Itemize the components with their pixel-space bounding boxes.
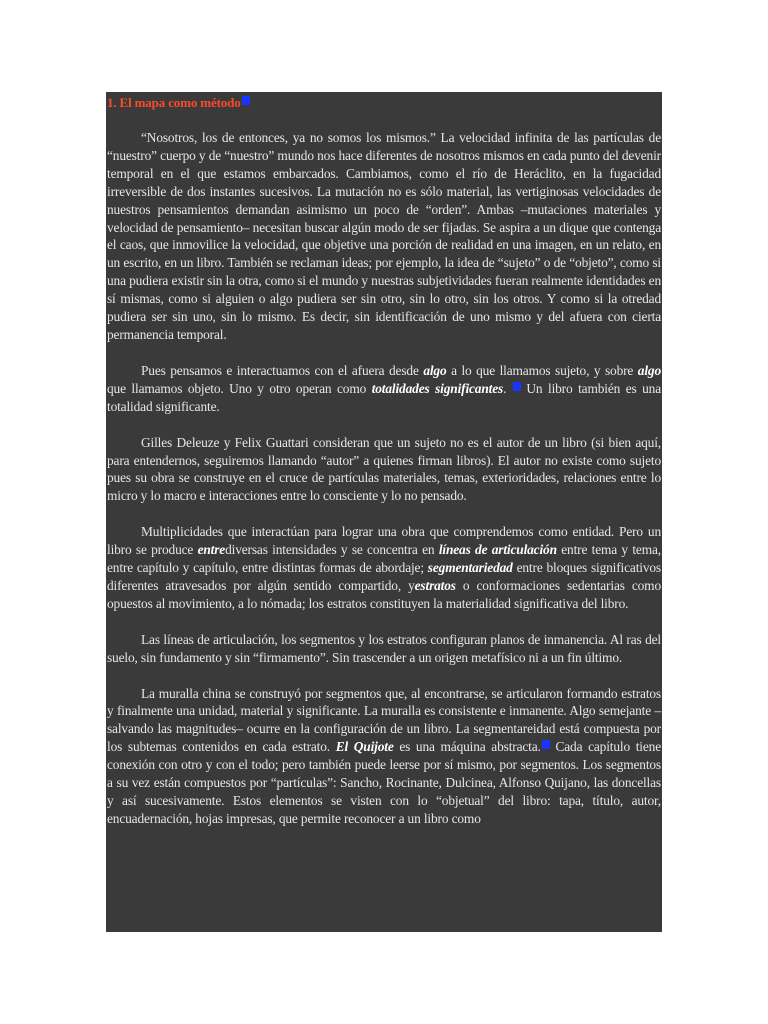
emphasis-text: algo xyxy=(637,362,662,378)
paragraph-4 xyxy=(107,523,661,613)
emphasis-text: entre xyxy=(197,542,226,558)
paragraph-text: Pues pensamos e interactuamos con el afuera desde xyxy=(141,362,424,378)
paragraph-1 xyxy=(107,129,661,344)
paragraph-text: entre bloques significativos diferentes atravesados por algún sentido compartido, y xyxy=(107,560,661,593)
paragraph-text: Gilles Deleuze y Felix Guattari consideran que un sujeto no es el autor de un libro (si bien aquí, para entendernos, seguiremos llamando “autor” a quienes firman libros). El autor no existe como sujeto pues su obra se construye en el cruce de partículas materiales, temas, exterioridades, relaciones entre lo micro y lo macro e interacciones entre lo consciente y lo no pensado. xyxy=(107,434,661,504)
emphasis-text: El Quijote xyxy=(335,739,394,755)
paragraph-text: Multiplicidades que interactúan para lograr una obra que comprendemos como entidad. Pero un libro se produce xyxy=(107,524,661,558)
paragraph-text: a lo que llamamos sujeto, y sobre xyxy=(446,362,638,378)
paragraph-text: entre tema y tema, entre capítulo y capítulo, entre distintas formas de abordaje; xyxy=(107,542,661,576)
footnote-marker-icon[interactable] xyxy=(513,382,521,391)
paragraph-6 xyxy=(107,685,661,828)
paragraph-3 xyxy=(107,434,661,506)
document-page xyxy=(106,92,662,932)
paragraph-text: es una máquina abstracta. xyxy=(393,739,541,755)
section-heading xyxy=(107,94,661,111)
emphasis-text: líneas de articulación xyxy=(438,542,557,558)
paragraph-text: Las líneas de articulación, los segmentos y los estratos configuran planos de inmanencia. Al ras del suelo, sin fundamento y sin “firmamento”. Sin trascender a un origen metafísico ni a un fin último. xyxy=(107,631,661,665)
paragraph-text: Un libro también es una totalidad significante. xyxy=(107,380,661,414)
paragraph-text: “Nosotros, los de entonces, ya no somos los mismos.” La velocidad infinita de las partículas de “nuestro” cuerpo y de “nuestro” mundo nos hace diferentes de nosotros mismos en cada punto del devenir temporal en el que estamos embarcados. Cambiamos, como el río de Heráclito, en la fugacidad irreversible de dos instantes sucesivos. La mutación no es sólo material, las vertiginosas velocidades de nuestros pensamientos demandan asimismo un poco de “orden”. Ambas –mutaciones materiales y velocidad de pensamiento– necesitan buscar algún modo de ser fijadas. Se aspira a un dique que contenga el caos, que inmovilice la velocidad, que objetive una porción de realidad en una imagen, en un relato, en un escrito, en un libro. También se reclaman ideas; por ejemplo, la idea de “sujeto” o de “objeto”, como si una pudiera existir sin la otra, como si el mundo y nuestras subjetividades fueran realmente identidades en sí mismas, como si alguien o algo pudiera ser sin otro, sin lo otro, sin los otros. Y como si la otredad pudiera ser sin uno, sin lo mismo. Es decir, sin identificación de uno mismo y del afuera con cierta permanencia temporal. xyxy=(107,130,661,342)
paragraph-text: diversas intensidades y se concentra en xyxy=(225,542,439,558)
paragraph-text: . xyxy=(503,380,512,396)
emphasis-text: totalidades significantes xyxy=(371,380,504,396)
paragraph-2 xyxy=(107,362,661,416)
footnote-marker-icon[interactable] xyxy=(242,96,250,105)
paragraph-text: Cada capítulo tiene conexión con otro y con el todo; pero también puede leerse por sí mismo, por segmentos. Los segmentos a su vez están compuestos por “partículas”: Sancho, Rocinante, Dulcinea, Alfonso Quijano, las doncellas y así sucesivamente. Estos elementos se visten con lo “objetual” del libro: tapa, título, autor, encuadernación, hojas impresas, que permite reconocer a un libro como xyxy=(107,739,661,826)
section-heading-text: 1. El mapa como método xyxy=(107,95,241,110)
emphasis-text: algo xyxy=(423,362,447,378)
footnote-marker-icon[interactable] xyxy=(542,740,550,749)
emphasis-text: estratos xyxy=(414,577,456,593)
emphasis-text: segmentariedad xyxy=(427,560,513,576)
paragraph-5 xyxy=(107,631,661,667)
paragraph-text: La muralla china se construyó por segmentos que, al encontrarse, se articularon formando estratos y finalmente una unidad, material y significante. La muralla es consistente e inmanente. Algo semejante –salvando las magnitudes– ocurre en la configuración de un libro. La segmentareidad está compuesta por los subtemas contenidos en cada estrato. xyxy=(107,685,661,755)
paragraph-text: o conformaciones sedentarias como opuestos al movimiento, a lo nómada; los estratos constituyen la materialidad significativa del libro. xyxy=(107,577,661,611)
paragraph-text: que llamamos objeto. Uno y otro operan como xyxy=(107,380,372,396)
